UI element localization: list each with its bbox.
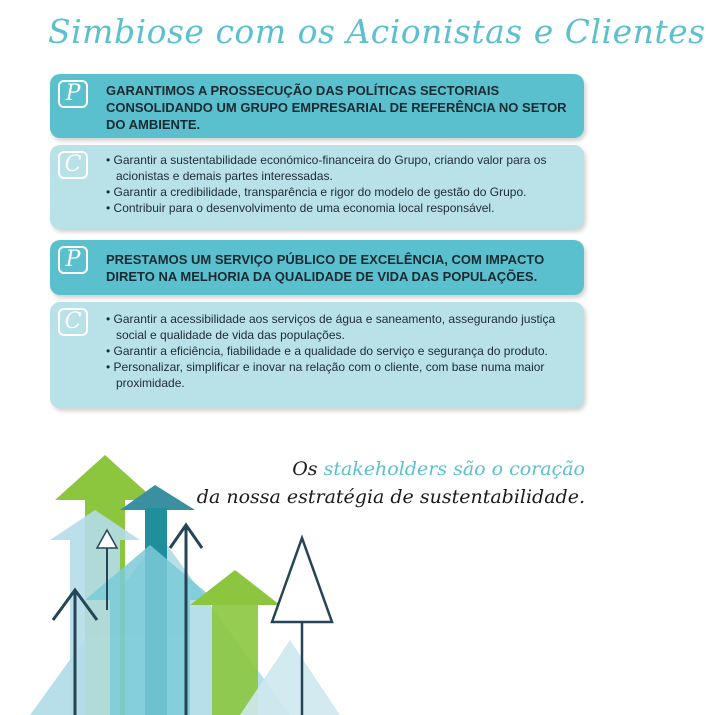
p-badge-icon: P	[58, 246, 88, 274]
section1-bullet-1: • Garantir a sustentabilidade económico-financeira do Grupo, criando valor para os acionistas e demais partes interessadas.	[106, 152, 574, 184]
section1-bullet-2: • Garantir a credibilidade, transparência e rigor do modelo de gestão do Grupo.	[106, 184, 574, 200]
section1-heading: GARANTIMOS A PROSSECUÇÃO DAS POLÍTICAS SECTORIAIS CONSOLIDANDO UM GRUPO EMPRESARIAL DE REFERÊNCIA NO SETOR DO AMBIENTE.	[106, 83, 567, 132]
section2-heading-box	[50, 240, 584, 295]
section2-bullets-box	[50, 302, 584, 408]
section2-bullet-list	[106, 311, 574, 391]
section1-bullet-list	[106, 152, 574, 216]
section2-bullet-1: • Garantir a acessibilidade aos serviços de água e saneamento, assegurando justiça social e qualidade de vida das populações.	[106, 311, 574, 343]
section1-bullet-3: • Contribuir para o desenvolvimento de uma economia local responsável.	[106, 200, 574, 216]
arrows-illustration	[0, 430, 380, 715]
section1-heading-box	[50, 74, 584, 138]
c-badge-icon: C	[58, 151, 88, 179]
section2-heading: PRESTAMOS UM SERVIÇO PÚBLICO DE EXCELÊNCIA, COM IMPACTO DIRETO NA MELHORIA DA QUALIDADE DE VIDA DAS POPULAÇÕES.	[106, 252, 545, 284]
tagline-prefix: Os	[292, 458, 324, 480]
p-badge-icon: P	[58, 80, 88, 108]
page-title: Simbiose com os Acionistas e Clientes	[48, 12, 706, 51]
section1-bullets-box	[50, 145, 584, 229]
c-badge-icon: C	[58, 308, 88, 336]
section2-bullet-2: • Garantir a eficiência, fiabilidade e a qualidade do serviço e segurança do produto.	[106, 343, 574, 359]
section2-bullet-3: • Personalizar, simplificar e inovar na relação com o cliente, com base numa maior proximidade.	[106, 359, 574, 391]
tagline-line2: da nossa estratégia de sustentabilidade.	[196, 486, 585, 508]
tagline-accent: stakeholders são o coração	[323, 458, 585, 480]
